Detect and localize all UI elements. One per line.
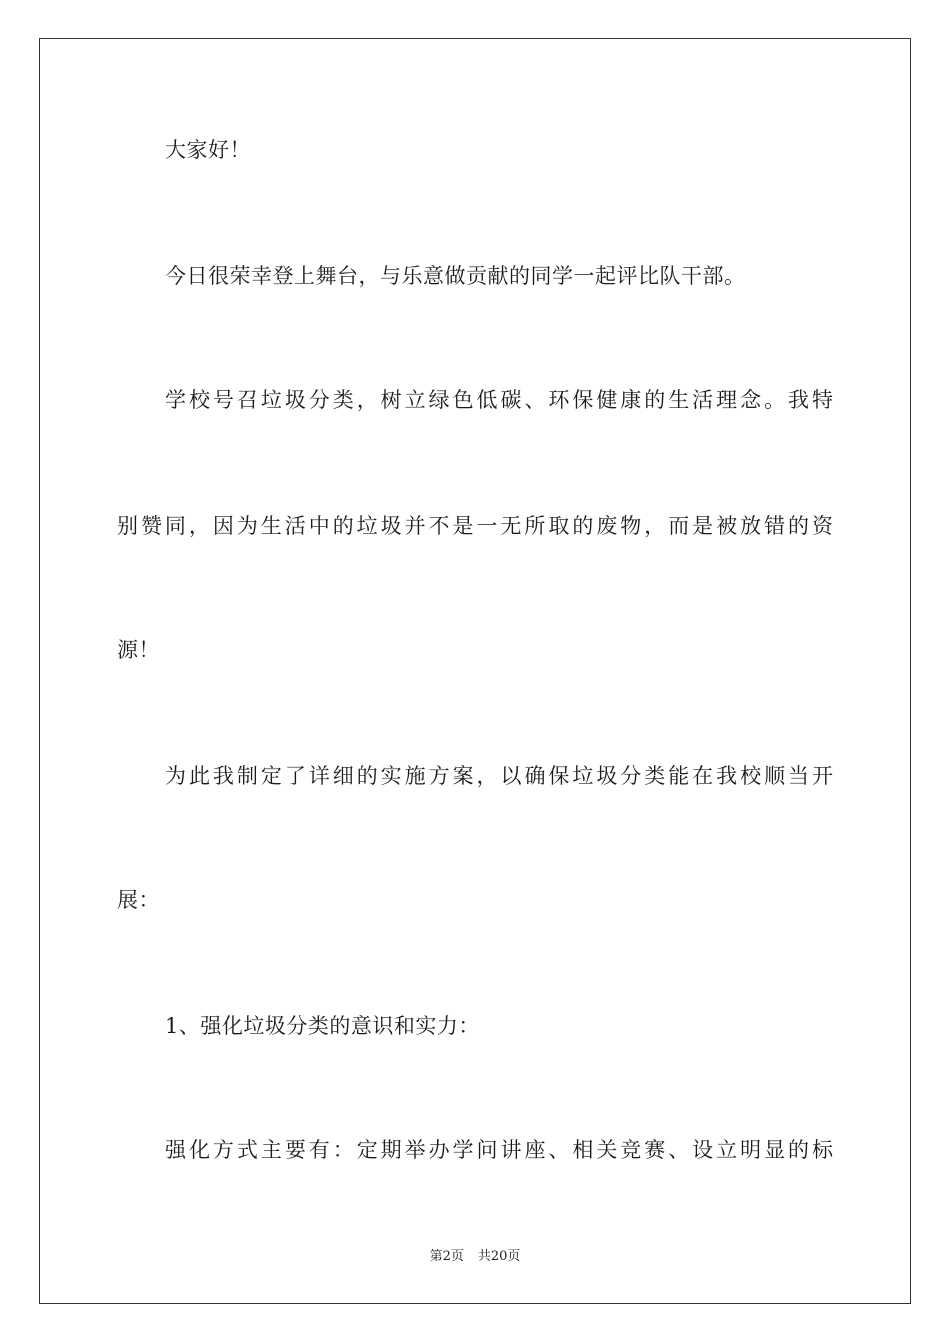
page-footer [0,1248,950,1266]
list-item-heading: 1、强化垃圾分类的意识和实力： [165,1014,480,1038]
paragraph-line: 强化方式主要有：定期举办学问讲座、相关竞赛、设立明显的标 [165,1138,833,1162]
paragraph-line: 展： [117,888,160,912]
paragraph-line: 别赞同，因为生活中的垃圾并不是一无所取的废物，而是被放错的资 [117,514,833,538]
paragraph-line: 源！ [117,638,160,662]
paragraph-greeting: 大家好！ [165,138,251,162]
paragraph-line: 今日很荣幸登上舞台，与乐意做贡献的同学一起评比队干部。 [165,264,746,288]
page-number: 第2页 [429,1249,464,1264]
paragraph-line: 为此我制定了详细的实施方案，以确保垃圾分类能在我校顺当开 [165,764,833,788]
paragraph-line: 学校号召垃圾分类，树立绿色低碳、环保健康的生活理念。我特 [165,388,833,412]
page-frame [39,38,911,1304]
page-total: 共20页 [477,1249,521,1264]
